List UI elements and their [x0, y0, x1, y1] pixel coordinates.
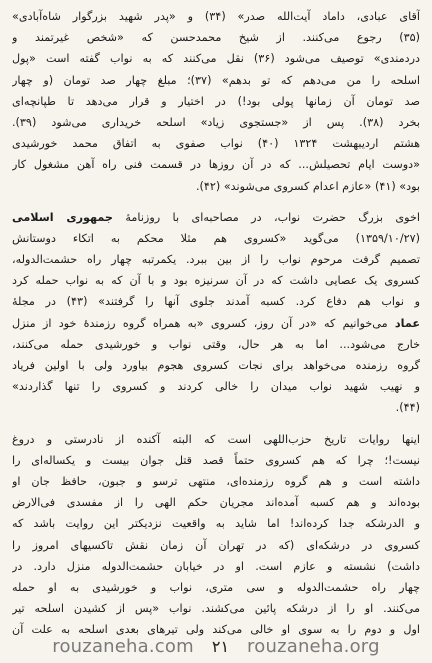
- text-line: (۴۴).: [395, 401, 420, 415]
- text-line: و نواب هم دفاع کرد. کسبه آمدند جلوی آنها را گرفتند» (۴٣) در مجلهٔ: [12, 295, 420, 309]
- text-line: داشت) نشسته و عازم است. او در خیابان حشمت‌الدوله منزل دارد. در: [12, 559, 420, 573]
- text-line: داشته است و هم گروه رزمنده‌ای، منتهی ترسو و جبون، حافظ جان او: [12, 474, 420, 488]
- text-line: چهار راه حشمت‌الدوله و سی متری، نواب و خورشیدی به او حمله: [12, 580, 420, 594]
- page-number: ٢١: [211, 636, 230, 656]
- paragraph-gap: [12, 197, 420, 207]
- text-line: اینها روایات تاریخ حزب‌اللهی است که البته آکنده از نادرستی و دروغ: [12, 432, 420, 446]
- text-line: صد تومان آن زمانها پولی بود!) در اختیار و قرار می‌دهد تا طپانچه‌ای: [12, 94, 420, 108]
- text-line: بود» (۴١) «عازم اعدام کسروی می‌شوند» (۴٢).: [195, 179, 420, 193]
- text-line: «دوست ایام تحصیلش... که در آن روزها در قسمت فنی راه آهن مشغول کار: [12, 158, 420, 172]
- text-line: گروه رزمنده می‌خواهد برای نجات کسروی هجوم بیاورد ولی با اولین فریاد: [12, 359, 420, 372]
- text-line: اخوی بزرگ حضرت نواب، در مصاحبه‌ای با روزنامهٔ جمهوری اسلامی: [12, 210, 420, 224]
- text-line: می‌کنند. او را از درشکه پائین می‌کشند. نواب «پس از کشیدن اسلحه تیر: [12, 602, 420, 616]
- text-line: خارج می‌شود... اما به هر حال، وقتی نواب و خورشیدی حمله می‌کنند،: [12, 337, 420, 351]
- paragraph-gap: [12, 419, 420, 429]
- text-line: و الدرشکه جدا کرده‌اند! اما شاید به واقعیت نزدیکتر این روایت باشد که: [12, 517, 420, 531]
- watermark-right: rouzaneha.org: [247, 635, 380, 657]
- text-line: بوده‌اند و هم کسبه آمده‌اند مجریان حکم الهی را از مفسدی فی‌الارض: [12, 496, 420, 510]
- text-line: تصمیم گرفت مرحوم نواب را از بین ببرد. یکمرتبه چهار راه حشمت‌الدوله،: [12, 253, 420, 267]
- watermark-left: rouzaneha.com: [52, 635, 194, 657]
- text-line: نیست!؛ چرا که هم کسروی حتماً قصد قتل جوان بیست و یکساله‌ای را: [12, 453, 420, 467]
- text-line: کسروی در درشکه‌ای (که در تهران آن زمان نقش تاکسیهای امروز را: [12, 538, 420, 552]
- text-line: عماد می‌خوانیم که «در آن روز، کسروی «به همراه گروه رزمندهٔ خود از منزل: [12, 316, 420, 330]
- text-line: اول و دوم را به سوی او خالی می‌کند ولی تیرهای بعدی اسلحه به علت آن: [12, 623, 420, 637]
- text-line: اسلحه را من می‌دهم که تو بدهم» (٣٧)؛ مبلغ چهار صد تومان (و چهار: [12, 73, 420, 87]
- body-text: [12, 6, 420, 640]
- bold-phrase: جمهوری اسلامی: [12, 210, 113, 224]
- text-line: (٣۵) رجوع می‌کنند. از شیخ محمدحسن که «شخص غیرتمند و: [12, 31, 420, 45]
- bold-phrase: عماد: [394, 316, 420, 330]
- page-footer: [0, 633, 432, 659]
- text-line: آقای عبادی، داماد آیت‌الله صدر» (٣۴) و «پدر شهید بزرگوار شاه‌آبادی»: [12, 10, 420, 23]
- text-line: دردمندی» توصیف می‌شود (٣۶) نقل می‌کنند که به نواب گفته است «پول: [12, 52, 420, 66]
- text-line: کسروی یک عصایی داشت که در آن سرنیزه بود و با آن که به نواب حمله کرد: [12, 274, 420, 288]
- text-line: هشتم اردیبهشت ١٣٢۴ (۴٠) نواب صفوی به اتفاق محمد خورشیدی: [12, 137, 420, 151]
- text-line: بخرد (٣٨). پس از «جستجوی زیاد» اسلحه خریداری می‌شود (٣٩).: [12, 115, 420, 129]
- text-line: (١٣۵٩/١٠/٢٧) می‌گوید «کسروی هم مثلا محکم به اتکاء دوستانش: [12, 231, 420, 245]
- text-line: و نهیب شهید نواب میدان را خالی کردند و کسروی را تنها گذاردند»: [12, 380, 420, 394]
